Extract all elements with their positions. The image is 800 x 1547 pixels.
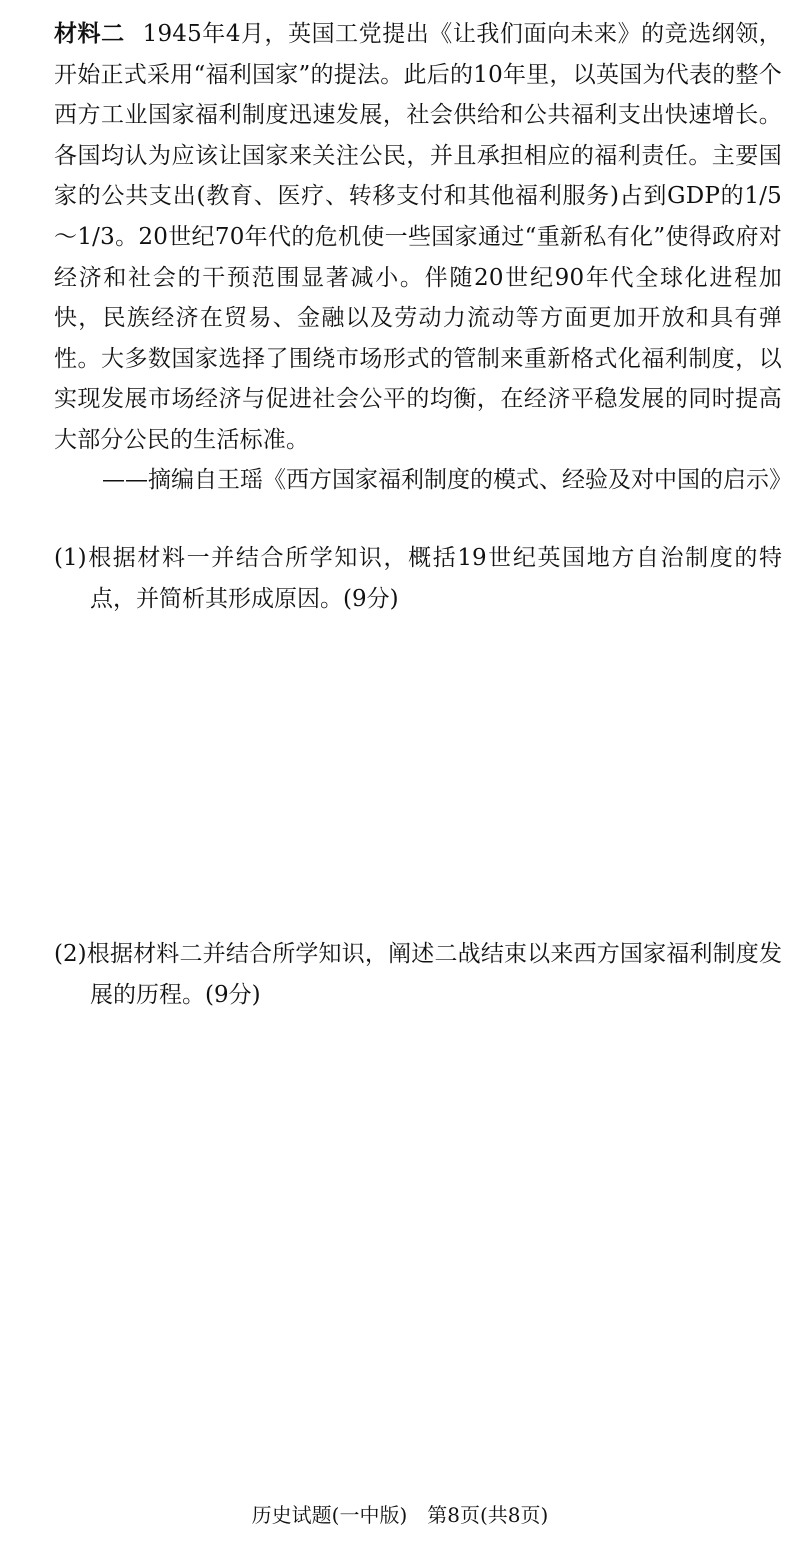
question-2: (2)根据材料二并结合所学知识，阐述二战结束以来西方国家福利制度发展的历程。(9分) — [54, 941, 782, 1008]
answer-space-2[interactable] — [54, 1016, 782, 1486]
material-label: 材料二 — [54, 21, 125, 47]
material-source-citation: ——摘编自王瑶《西方国家福利制度的模式、经验及对中国的启示》 — [102, 467, 792, 493]
material-two-passage — [54, 14, 782, 461]
answer-space-1[interactable] — [54, 620, 782, 920]
page-footer: 历史试题(一中版) 第8页(共8页) — [251, 1503, 549, 1527]
question-1: (1)根据材料一并结合所学知识，概括19世纪英国地方自治制度的特点，并简析其形成原因。(9分) — [54, 545, 782, 612]
material-text: 1945年4月，英国工党提出《让我们面向未来》的竞选纲领，开始正式采用“福利国家”的提法。此后的10年里，以英国为代表的整个西方工业国家福利制度迅速发展，社会供给和公共福利支出快速增长。各国均认为应该让国家来关注公民，并且承担相应的福利责任。主要国家的公共支出(教育、医疗、转移支付和其他福利服务)占到GDP的1/5～1/3。20世纪70年代的危机使一些国家通过“重新私有化”使得政府对经济和社会的干预范围显著减小。伴随20世纪90年代全球化进程加快，民族经济在贸易、金融以及劳动力流动等方面更加开放和具有弹性。大多数国家选择了围绕市场形式的管制来重新格式化福利制度，以实现发展市场经济与促进社会公平的均衡，在经济平稳发展的同时提高大部分公民的生活标准。 — [54, 21, 783, 453]
